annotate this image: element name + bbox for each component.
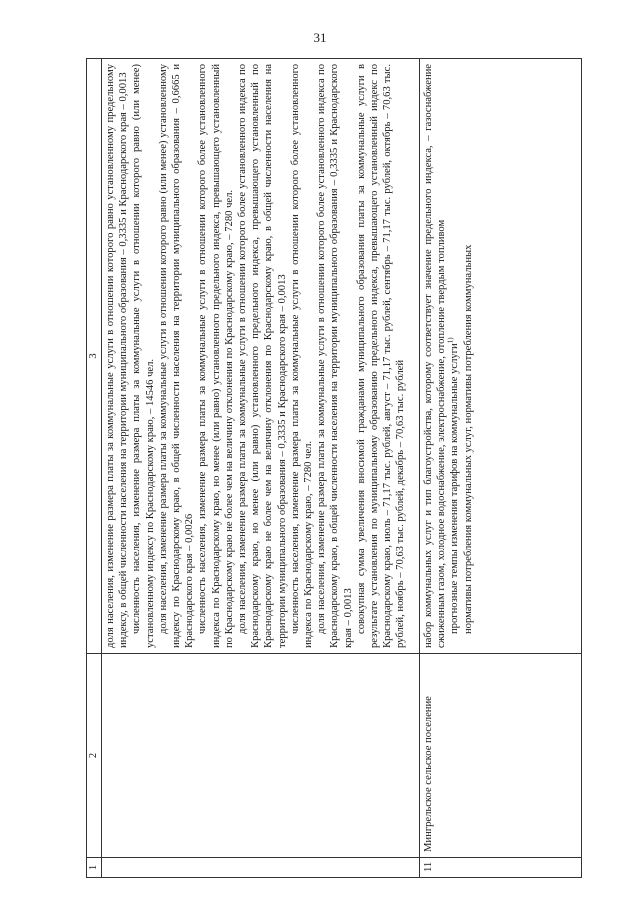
rotated-table-container <box>86 58 582 878</box>
paragraph: набор коммунальных услуг и тип благоустройства, которому соответствует значение предельного индекса, – газоснабжение сжиженным газом, холодное водоснабжение, электроснабжение, отопление твердым топливом <box>423 64 448 648</box>
table-row-continuation <box>102 59 420 878</box>
tariff-table <box>86 58 582 878</box>
row-number: 11 <box>420 858 582 878</box>
paragraph: нормативы потребления коммунальных услуг, нормативы потребления коммунальных <box>462 244 474 634</box>
paragraph: доля населения, изменение размера платы за коммунальные услуги в отношении которого равно (или менее) установленному индексу по Краснодарскому краю, в общей численности населения на территории муниципального образования – 0,6665 и Краснодарского края – 0,0026 <box>157 64 196 648</box>
page-number: 31 <box>313 30 327 45</box>
header-col-1: 1 <box>87 858 102 878</box>
header-col-3: 3 <box>87 59 102 654</box>
paragraph: доля населения, изменение размера платы за коммунальные услуги в отношении которого равно установленному предельному индексу, в общей численности населения на территории муниципального образования – 0,3335 и Краснодарского края – 0,0013 <box>105 64 130 648</box>
footnote-mark: 1) <box>446 337 455 344</box>
paragraph <box>448 64 461 648</box>
paragraph: численность населения, изменение размера платы за коммунальные услуги в отношении которого более установленного индекса по Краснодарскому краю, – 7280 чел. <box>289 64 315 648</box>
paragraph-text: прогнозные темпы изменения тарифов на коммунальные услуги <box>449 343 461 634</box>
table-header-row <box>87 59 102 878</box>
table-row <box>420 59 582 878</box>
paragraph: доля населения, изменение размера платы за коммунальные услуги в отношении которого более установленного индекса по Краснодарскому краю, в общей численности населения на территории муниципального образования – 0,3335 и Краснодарского края – 0,0013 <box>316 64 354 648</box>
paragraph: численность населения, изменение размера платы за коммунальные услуги в отношении которого равно (или менее) установленному индексу по Краснодарскому краю, – 14546 чел. <box>131 64 156 648</box>
paragraph: численность населения, изменение размера платы за коммунальные услуги в отношении которого более установленного индекса по Краснодарскому краю, но менее (или равно) установленного предельного индекса, превышающего установленный по Краснодарскому краю не более чем на величину отклонения по Краснодарскому краю, – 7280 чел. <box>197 64 235 648</box>
paragraph: доля населения, изменение размера платы за коммунальные услуги в отношении которого более установленного индекса по Краснодарскому краю, но менее (или равно) установленного предельного индекса, превышающего установленный по Краснодарскому краю не более чем на величину отклонения по Краснодарскому краю, в общей численности населения на территории муниципального образования – 0,3335 и Краснодарского края – 0,0013 <box>237 64 288 648</box>
settlement-details <box>420 59 582 654</box>
settlement-name: Мингрельское сельское поселение <box>420 654 582 858</box>
header-col-2: 2 <box>87 654 102 858</box>
continuation-cell <box>102 59 420 654</box>
paragraph: совокупная сумма увеличения вносимой гражданами муниципального образования платы за коммунальные услуги в результате установления по муниципальному образованию предельного индекса, превышающего установленный индекс по Краснодарскому краю, июль – 71,17 тыс. рублей, август – 71,17 тыс. рублей, сентябрь – 71,17 тыс. рублей, октябрь – 70,63 тыс. рублей, ноябрь – 70,63 тыс. рублей, декабрь – 70,63 тыс. рублей <box>355 64 407 648</box>
